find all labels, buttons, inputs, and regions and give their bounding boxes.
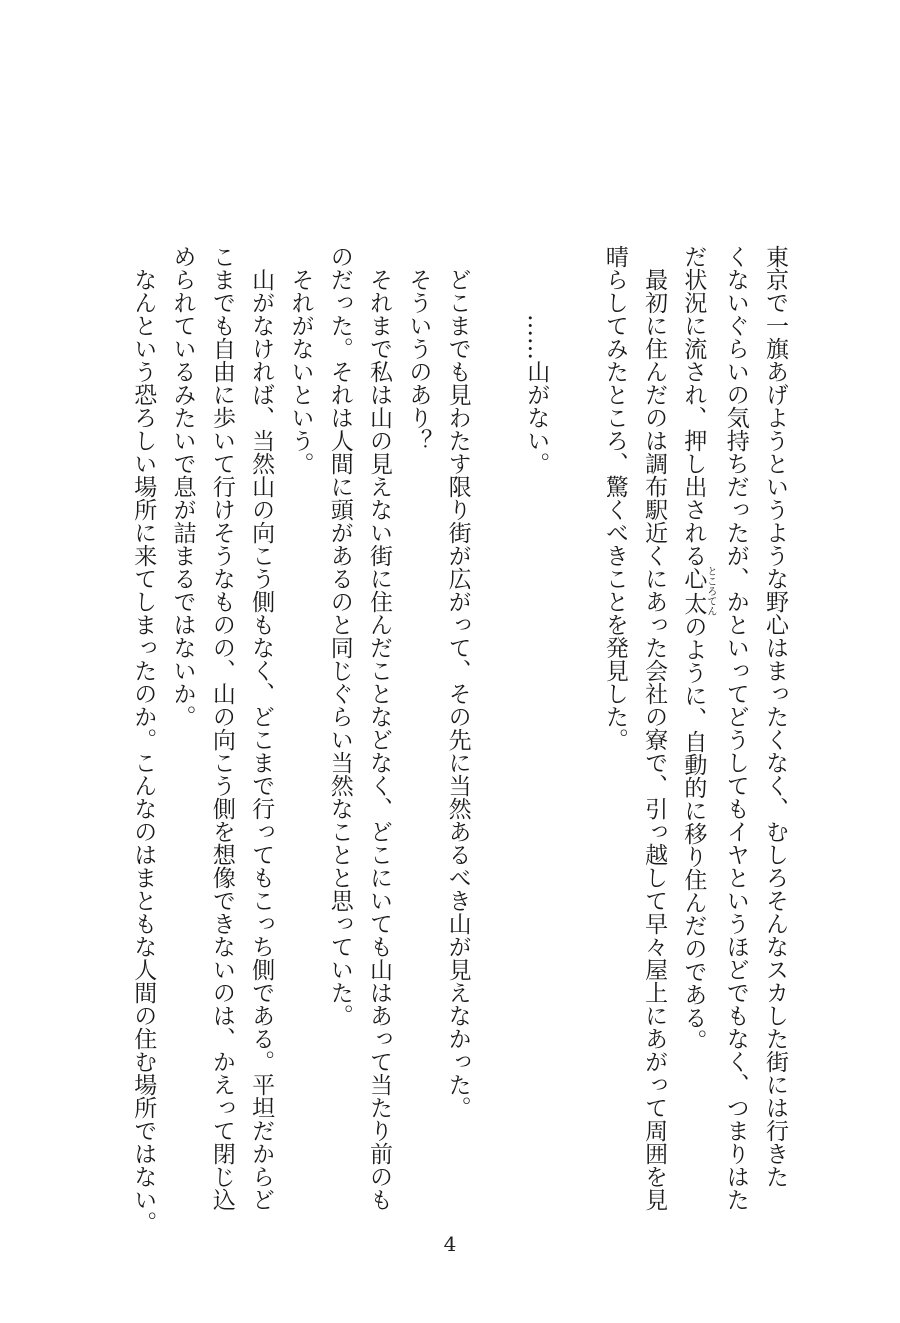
- text-line: どこまでも見わたす限り街が広がって、その先に当然あるべき山が見えなかった。: [444, 268, 471, 1119]
- text-fragment: のように、自動的に移り住んだのである。: [680, 615, 707, 1052]
- text-fragment: だ状況に流され、押し出される: [680, 245, 707, 567]
- text-line: められているみたいで息が詰まるではないか。: [169, 245, 196, 728]
- text-line-with-ruby: [673, 245, 715, 1185]
- text-line: 山がなければ、当然山の向こう側もなく、どこまで行ってもこっち側である。平坦だからど: [248, 268, 275, 1211]
- blank-line: [555, 245, 594, 1185]
- text-line: のだった。それは人間に頭があるのと同じぐらい当然なことと思っていた。: [326, 245, 353, 1027]
- text-line: なんという恐ろしい場所に来てしまったのか。こんなのはまともな人間の住む場所ではない。: [130, 268, 157, 1234]
- text-line: 晴らしてみたところ、驚くべきことを発見した。: [601, 245, 628, 751]
- ruby-base: 心太: [680, 566, 707, 616]
- text-line: 東京で一旗あげようというような野心はまったくなく、むしろそんなスカした街には行きた: [762, 245, 788, 1188]
- page-number: 4: [443, 1232, 457, 1256]
- text-line: 最初に住んだのは調布駅近くにあった会社の寮で、引っ越して早々屋上にあがって周囲を見: [641, 268, 668, 1211]
- text-line: くないぐらいの気持ちだったが、かといってどうしてもイヤというほどでもなく、つまりはた: [722, 245, 749, 1211]
- vertical-text-body: [123, 245, 794, 1234]
- text-line: ……山がない。: [523, 314, 550, 475]
- text-line: それがないという。: [287, 268, 314, 475]
- ruby-reading: ところてん: [704, 566, 716, 616]
- blank-line: [477, 245, 516, 1185]
- text-line: こまでも自由に歩いて行けそうなものの、山の向こう側を想像できないのは、かえって閉じ込: [208, 245, 235, 1211]
- text-line: そういうのあり？: [405, 268, 432, 452]
- ruby-word: [680, 566, 716, 616]
- text-line: それまで私は山の見えない街に住んだことなどなく、どこにいても山はあって当たり前のも: [366, 268, 393, 1211]
